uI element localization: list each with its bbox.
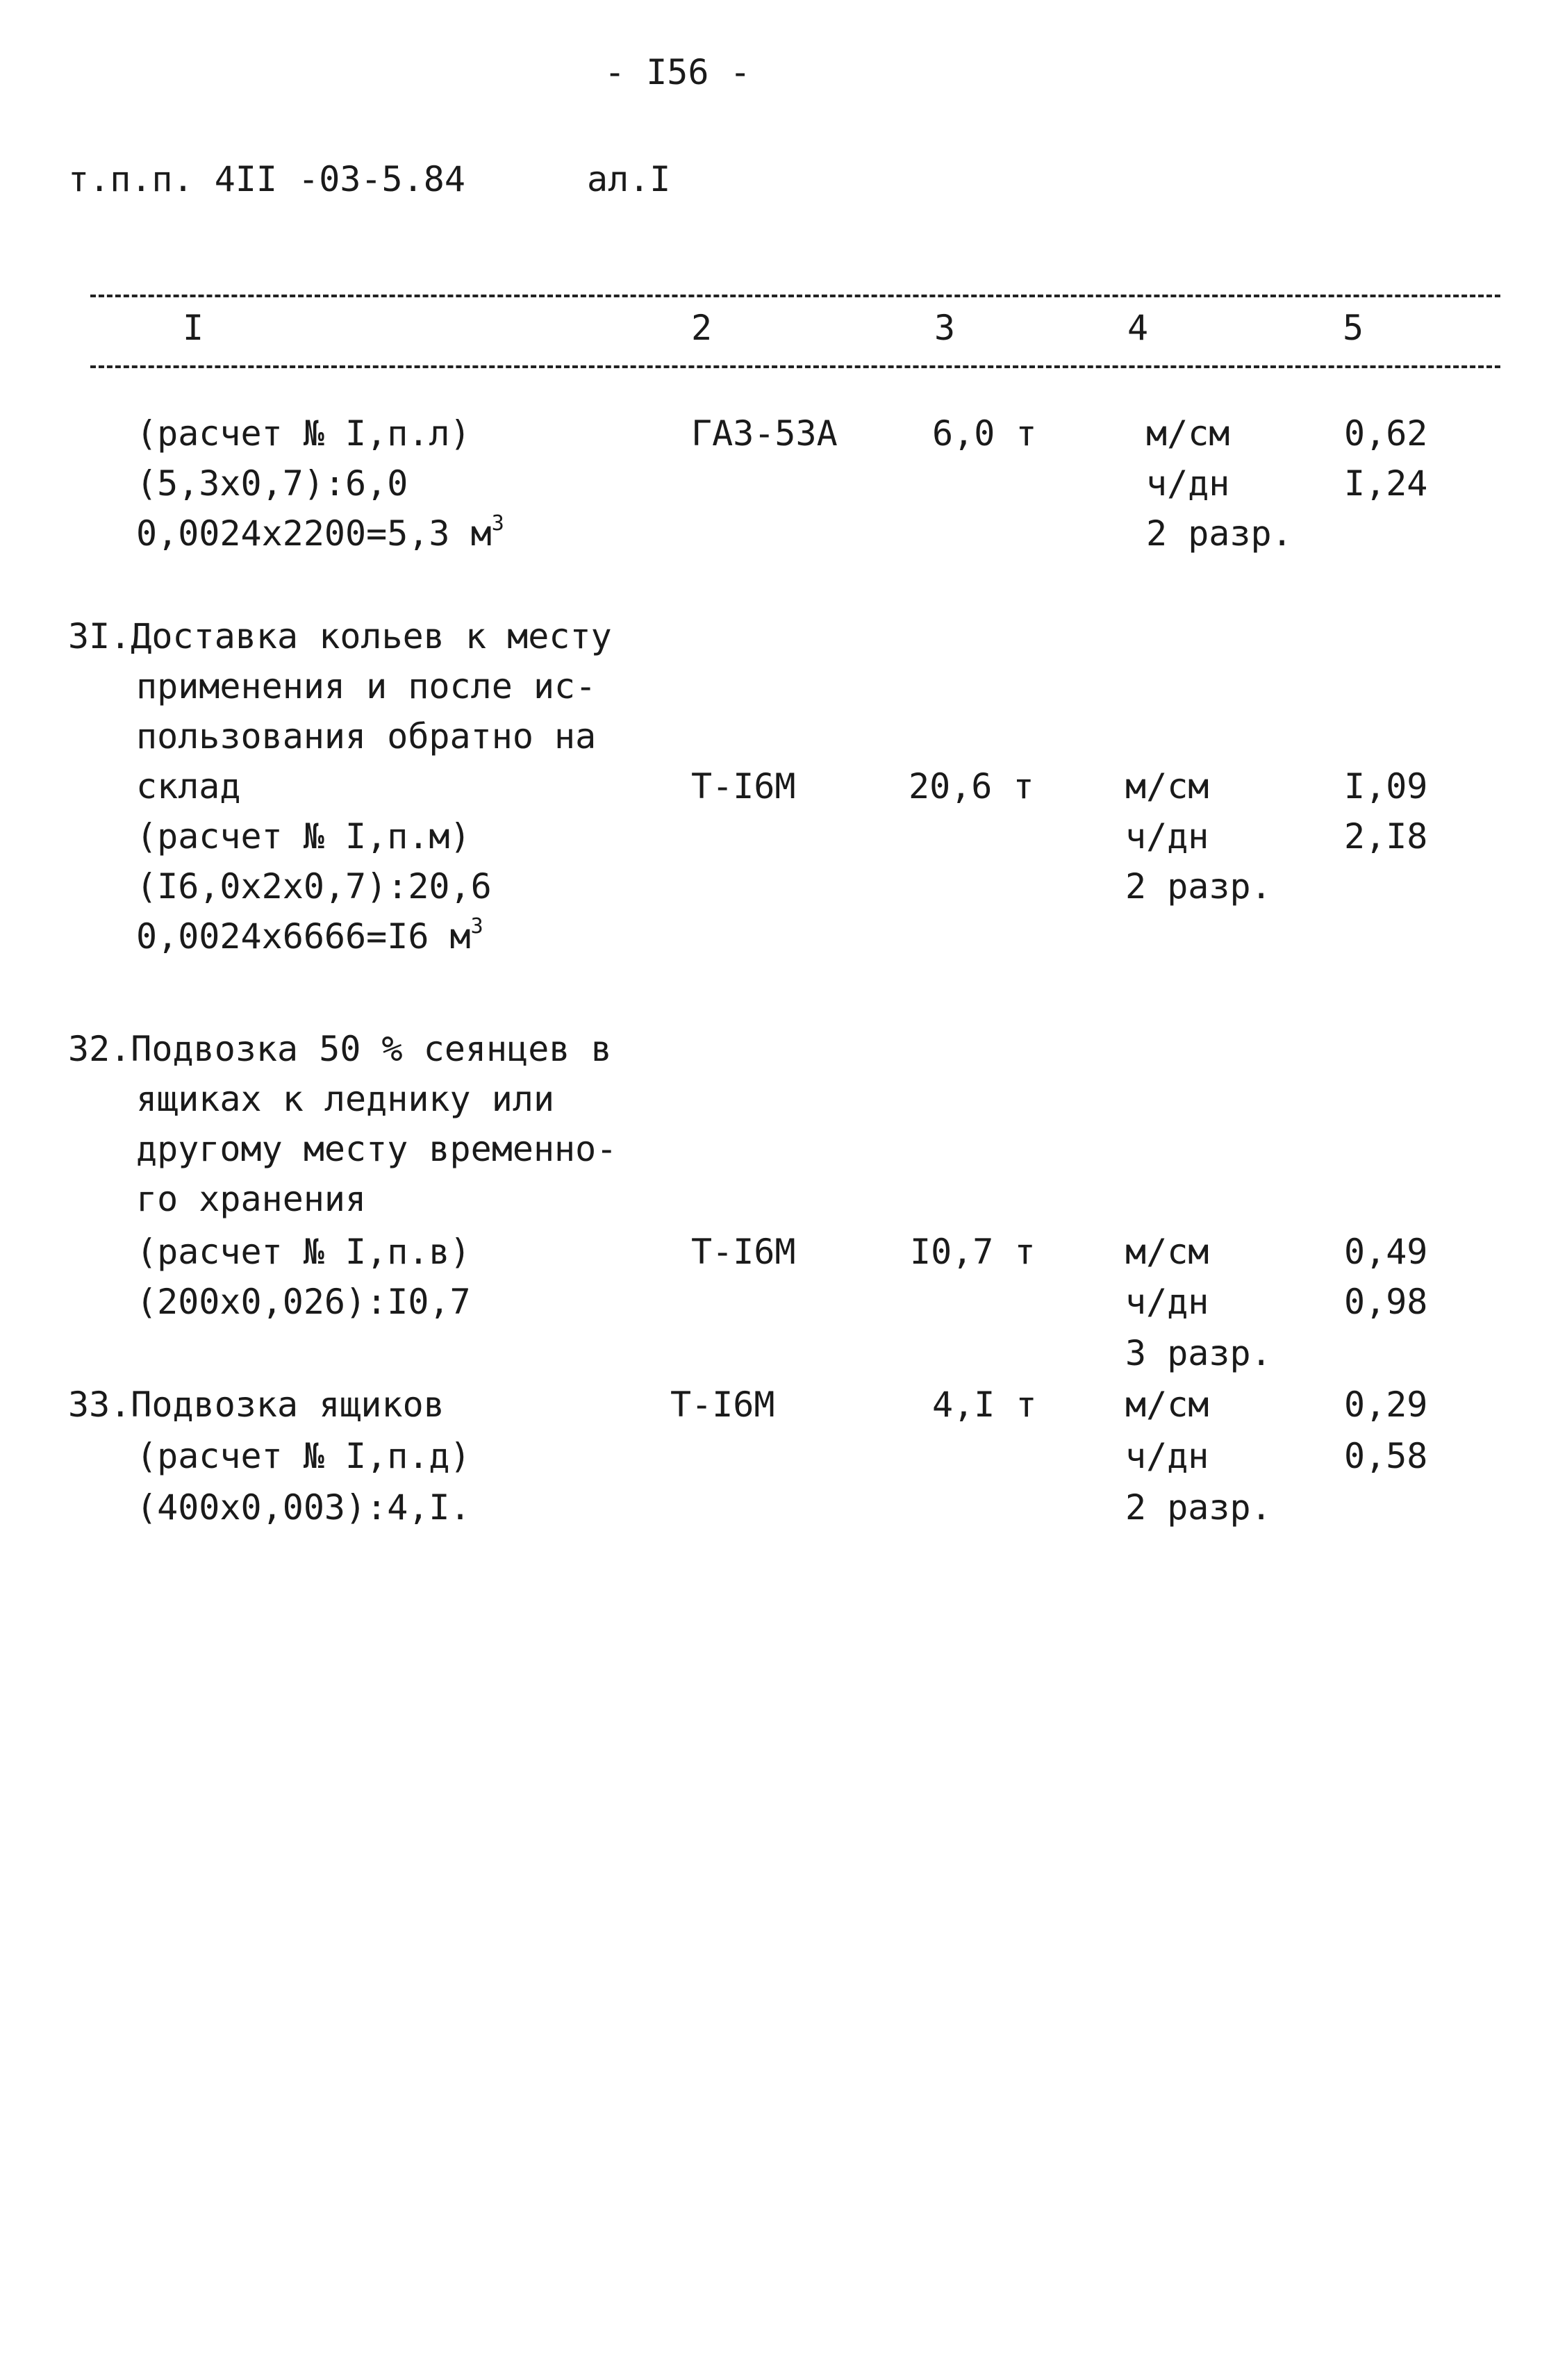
row-unit: м/см: [1125, 766, 1209, 807]
row-description-line: 0,0024x2200=5,3 $м^3$: [136, 511, 504, 554]
row-description-line: применения и после ис-: [136, 666, 597, 706]
row-machine: ГАЗ-53А: [691, 413, 838, 454]
column-header-3: 3: [934, 308, 956, 348]
row-description-line: склад: [136, 766, 241, 807]
row-value: I,24: [1344, 463, 1428, 504]
row-capacity: 4,I т: [932, 1385, 1037, 1425]
row-description-line: 3I.Доставка кольев к месту: [68, 616, 612, 656]
table-header-rule: [90, 365, 1500, 368]
row-unit: 2 разр.: [1146, 513, 1293, 554]
column-header-2: 2: [691, 308, 713, 348]
row-description-line: (расчет № I,п.л): [136, 413, 471, 454]
row-unit: ч/дн: [1125, 816, 1209, 857]
row-machine: Т-I6М: [691, 766, 796, 807]
row-description-line: 33.Подвозка ящиков: [68, 1385, 445, 1425]
row-capacity: I0,7 т: [910, 1232, 1036, 1272]
document-code: т.п.п. 4II -03-5.84: [68, 159, 465, 199]
row-description-line: го хранения: [136, 1179, 367, 1219]
row-description-line: (I6,0x2x0,7):20,6: [136, 866, 492, 907]
row-description-line: (400x0,003):4,I.: [136, 1487, 471, 1528]
row-machine: Т-I6М: [691, 1232, 796, 1272]
column-header-4: 4: [1127, 308, 1149, 348]
row-description-line: (5,3x0,7):6,0: [136, 463, 408, 504]
row-unit: 2 разр.: [1125, 1487, 1272, 1528]
row-description-line: (расчет № I,п.д): [136, 1436, 471, 1476]
page-number: - I56 -: [604, 52, 751, 92]
row-machine: Т-I6М: [670, 1385, 775, 1425]
row-unit: 3 разр.: [1125, 1333, 1272, 1373]
superscript: 3: [491, 511, 504, 536]
table-top-rule: [90, 295, 1500, 297]
row-capacity: 20,6 т: [909, 766, 1034, 807]
row-value: 0,58: [1344, 1436, 1428, 1476]
row-description-line: (расчет № I,п.в): [136, 1232, 471, 1272]
row-description-line: другому месту временно-: [136, 1129, 618, 1169]
column-header-1: I: [183, 308, 204, 348]
row-description-line: 32.Подвозка 50 % сеянцев в: [68, 1029, 612, 1069]
row-unit: м/см: [1146, 413, 1230, 454]
row-description-line: (200x0,026):I0,7: [136, 1282, 471, 1322]
row-unit: 2 разр.: [1125, 866, 1272, 907]
row-value: I,09: [1344, 766, 1428, 807]
row-unit: ч/дн: [1125, 1282, 1209, 1322]
row-description-line: ящиках к леднику или: [136, 1079, 555, 1119]
row-description-line: пользования обратно на: [136, 716, 597, 757]
column-header-5: 5: [1343, 308, 1364, 348]
row-unit: ч/дн: [1146, 463, 1230, 504]
row-description-line: 0,0024x6666=I6 $м^3$: [136, 914, 483, 957]
row-value: 0,49: [1344, 1232, 1428, 1272]
row-unit: м/см: [1125, 1385, 1209, 1425]
row-value: 2,I8: [1344, 816, 1428, 857]
row-value: 0,62: [1344, 413, 1428, 454]
row-unit: м/см: [1125, 1232, 1209, 1272]
superscript: 3: [470, 914, 483, 939]
row-value: 0,98: [1344, 1282, 1428, 1322]
sheet-label: ал.I: [587, 159, 671, 199]
row-capacity: 6,0 т: [932, 413, 1037, 454]
row-description-line: (расчет № I,п.м): [136, 816, 471, 857]
row-value: 0,29: [1344, 1385, 1428, 1425]
row-unit: ч/дн: [1125, 1436, 1209, 1476]
